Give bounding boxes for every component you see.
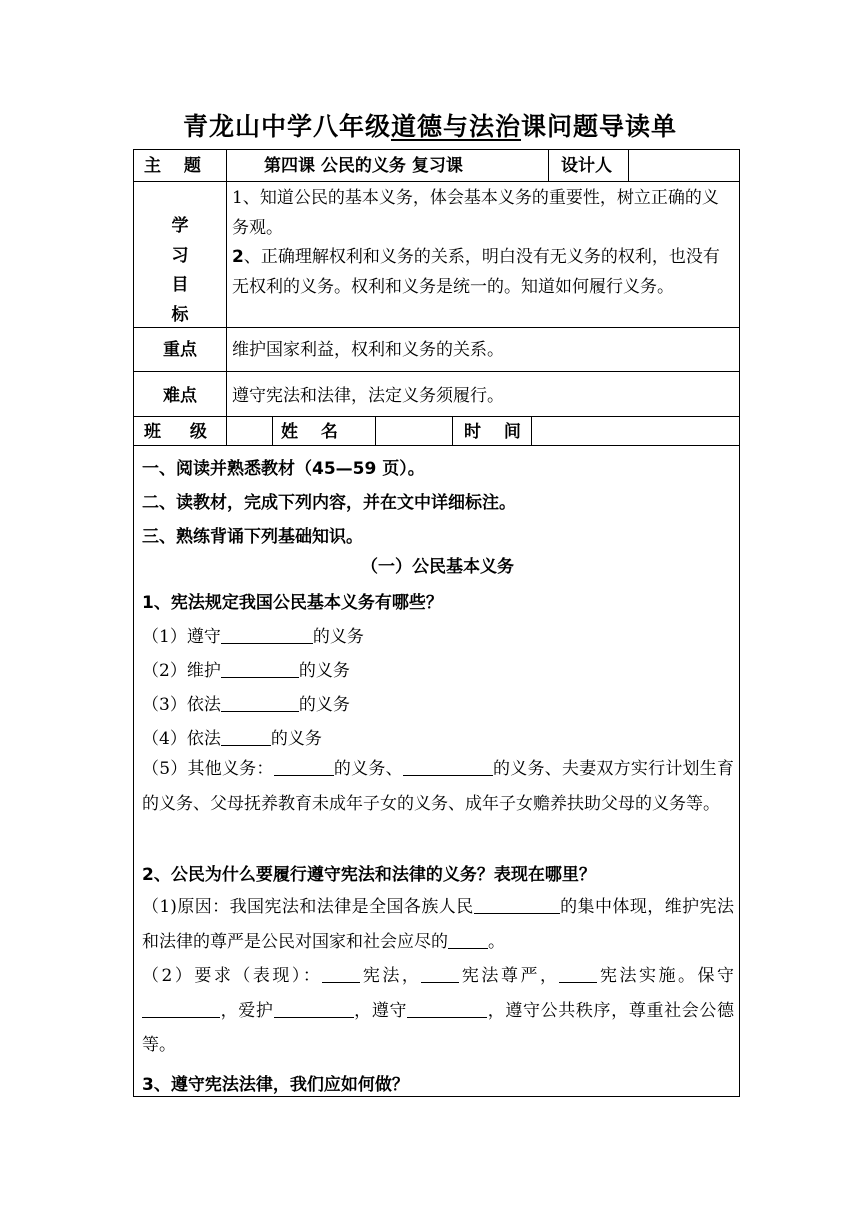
topic-value: 第四课 公民的义务 复习课: [264, 156, 463, 176]
answer-blank[interactable]: [274, 1001, 354, 1018]
answer-blank[interactable]: [474, 897, 560, 914]
answer-blank[interactable]: [142, 1001, 220, 1018]
document-title: 青龙山中学八年级道德与法治课问题导读单: [182, 112, 678, 141]
step-1: 一、阅读并熟悉教材（45—59 页）。: [142, 459, 425, 479]
answer-blank[interactable]: [221, 695, 299, 712]
objective-item-2: 2、正确理解权利和义务的关系，明白没有无义务的权利，也没有无权利的义务。权利和义务是统一的。知道如何履行义务。: [232, 247, 720, 297]
objectives-label: 学 习 目 标: [171, 216, 189, 325]
step-3: 三、熟练背诵下列基础知识。: [142, 527, 363, 547]
answer-blank[interactable]: [274, 759, 334, 776]
worksheet-table: [133, 149, 740, 1097]
answer-blank[interactable]: [559, 966, 597, 983]
answer-blank[interactable]: [403, 759, 493, 776]
section-heading: （一）公民基本义务: [361, 557, 514, 577]
question-2: 2、公民为什么要履行遵守宪法和法律的义务？表现在哪里？: [142, 865, 596, 885]
objective-item-1: 1、知道公民的基本义务，体会基本义务的重要性，树立正确的义务观。: [232, 188, 719, 238]
answer-blank[interactable]: [407, 1001, 487, 1018]
duty-item: （2）维护 的义务: [142, 661, 350, 681]
designer-label: 设计人: [561, 156, 612, 176]
difficult-point-label: 难点: [163, 386, 197, 406]
topic-label: 主 题: [144, 156, 201, 176]
subject-name: 道德与法治: [390, 112, 521, 141]
name-label: 姓 名: [281, 422, 338, 442]
answer-blank[interactable]: [221, 661, 299, 678]
answer-blank[interactable]: [221, 729, 271, 746]
duty-item: （3）依法 的义务: [142, 695, 350, 715]
class-label: 班 级: [144, 422, 207, 442]
answer-blank[interactable]: [421, 966, 459, 983]
key-point-value: 维护国家利益，权利和义务的关系。: [232, 340, 504, 360]
answer-blank[interactable]: [221, 627, 313, 644]
duty-item: （4）依法 的义务: [142, 729, 322, 749]
key-point-label: 重点: [163, 340, 197, 360]
duty-item: （1）遵守 的义务: [142, 627, 364, 647]
time-label: 时 间: [464, 422, 521, 442]
answer-blank[interactable]: [448, 932, 488, 949]
duty-item-other: （5）其他义务： 的义务、 的义务、夫妻双方实行计划生育的义务、父母抚养教育未成年子女的义务、成年子女赡养扶助父母的义务等。: [142, 759, 735, 814]
question-1: 1、宪法规定我国公民基本义务有哪些？: [142, 593, 443, 613]
answer-blank[interactable]: [322, 966, 360, 983]
requirement-paragraph: （2）要求（表现）： 宪法， 宪法尊严， 宪法实施。保守，爱护 ，遵守 ，遵守公共秩序，尊重社会公德等。: [142, 966, 735, 1055]
question-3: 3、遵守宪法法律，我们应如何做？: [142, 1075, 409, 1095]
reason-paragraph: （1)原因：我国宪法和法律是全国各族人民 的集中体现，维护宪法和法律的尊严是公民对国家和社会应尽的 。: [142, 897, 734, 952]
step-2: 二、读教材，完成下列内容，并在文中详细标注。: [142, 493, 516, 513]
difficult-point-value: 遵守宪法和法律，法定义务须履行。: [232, 386, 504, 406]
